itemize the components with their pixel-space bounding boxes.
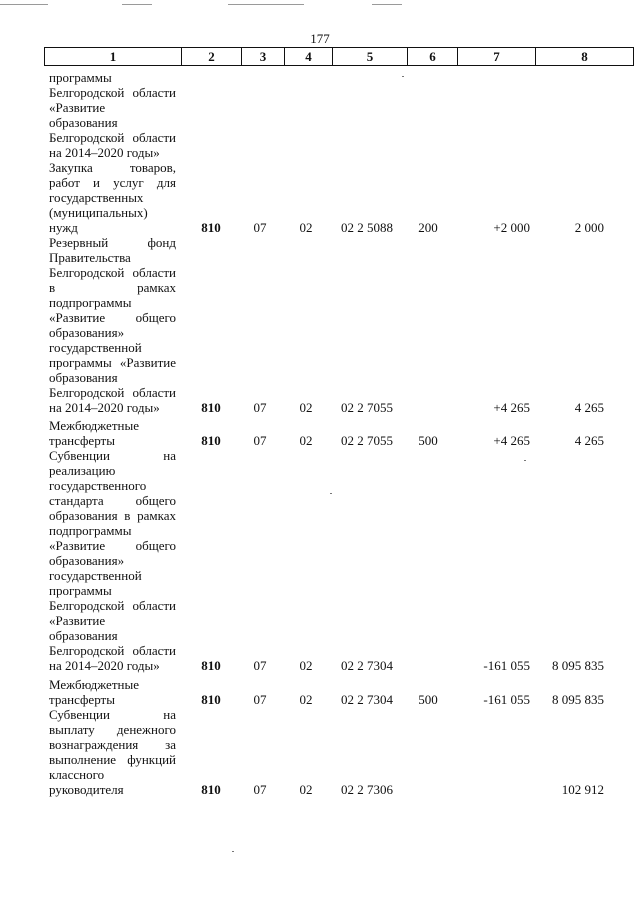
description-line: образования	[49, 115, 118, 130]
description-line: Белгородской области	[49, 385, 176, 400]
description-line: выполнение функций	[49, 752, 176, 767]
description-line: государственной	[49, 340, 142, 355]
scan-rule	[122, 4, 152, 5]
cell-col-7: +4 265	[493, 400, 530, 415]
description-line: программы	[49, 583, 112, 598]
cell-col-2: 810	[201, 400, 221, 415]
header-col-8: 8	[536, 48, 634, 66]
description-line: стандарта общего	[49, 493, 176, 508]
cell-col-8: 8 095 835	[552, 658, 604, 673]
description-line: Межбюджетные	[49, 677, 139, 692]
cell-col-4: 02	[299, 400, 313, 415]
description-line: трансферты	[49, 692, 115, 707]
description-line: трансферты	[49, 433, 115, 448]
scan-rule	[372, 4, 402, 5]
cell-col-3: 07	[253, 433, 267, 448]
cell-col-4: 02	[299, 433, 313, 448]
description-line: Субвенции на	[49, 448, 176, 463]
cell-col-3: 07	[253, 400, 267, 415]
description-line: Белгородской области	[49, 598, 176, 613]
description-line: Межбюджетные	[49, 418, 139, 433]
cell-col-2: 810	[201, 658, 221, 673]
cell-col-8: 102 912	[561, 782, 604, 797]
cell-col-5: 02 2 5088	[341, 220, 393, 235]
description-line: государственной	[49, 568, 142, 583]
description-line: подпрограммы	[49, 523, 132, 538]
description-line: руководителя	[49, 782, 124, 797]
description-line: «Развитие	[49, 100, 106, 115]
description-line: (муниципальных)	[49, 205, 148, 220]
cell-col-8: 2 000	[574, 220, 604, 235]
description-line: Закупка товаров,	[49, 160, 176, 175]
scan-rule	[228, 4, 304, 5]
cell-col-5: 02 2 7304	[341, 658, 393, 673]
description-line: «Развитие общего	[49, 538, 176, 553]
description-line: «Развитие общего	[49, 310, 176, 325]
description-line: Резервный фонд	[49, 235, 176, 250]
description-line: нужд	[49, 220, 78, 235]
cell-col-4: 02	[299, 782, 313, 797]
description-line: образования»	[49, 553, 125, 568]
row-description	[49, 235, 176, 415]
cell-col-7: -161 055	[483, 658, 530, 673]
cell-col-2: 810	[201, 782, 221, 797]
row-description	[49, 707, 176, 797]
cell-col-2: 810	[201, 433, 221, 448]
header-col-1: 1	[45, 48, 182, 66]
description-line: государственного	[49, 478, 147, 493]
header-col-3: 3	[242, 48, 285, 66]
header-col-6: 6	[408, 48, 458, 66]
row-description	[49, 418, 176, 448]
scan-speck	[402, 76, 404, 77]
description-line: образования в рамках	[49, 508, 176, 523]
description-line: «Развитие	[49, 613, 106, 628]
description-line: Белгородской области	[49, 130, 176, 145]
cell-col-6: 200	[418, 220, 438, 235]
cell-col-2: 810	[201, 220, 221, 235]
description-line: вознаграждения за	[49, 737, 176, 752]
row-description	[49, 677, 176, 707]
description-line: образования»	[49, 325, 125, 340]
header-col-2: 2	[182, 48, 242, 66]
description-line: на 2014–2020 годы»	[49, 658, 160, 673]
scan-speck	[232, 851, 234, 852]
cell-col-8: 4 265	[574, 433, 604, 448]
description-line: выплату денежного	[49, 722, 176, 737]
cell-col-8: 4 265	[574, 400, 604, 415]
cell-col-6: 500	[418, 692, 438, 707]
cell-col-7: +2 000	[493, 220, 530, 235]
cell-col-5: 02 2 7304	[341, 692, 393, 707]
description-line: Белгородской области	[49, 643, 176, 658]
cell-col-3: 07	[253, 692, 267, 707]
cell-col-5: 02 2 7055	[341, 400, 393, 415]
description-line: на 2014–2020 годы»	[49, 145, 160, 160]
cell-col-3: 07	[253, 782, 267, 797]
description-line: подпрограммы	[49, 295, 132, 310]
description-line: в рамках	[49, 280, 176, 295]
header-col-5: 5	[333, 48, 408, 66]
scan-speck	[330, 493, 332, 494]
description-line: на 2014–2020 годы»	[49, 400, 160, 415]
cell-col-4: 02	[299, 658, 313, 673]
scan-speck	[524, 460, 526, 461]
description-line: образования	[49, 628, 118, 643]
header-col-7: 7	[458, 48, 536, 66]
cell-col-7: -161 055	[483, 692, 530, 707]
description-line: Субвенции на	[49, 707, 176, 722]
cell-col-2: 810	[201, 692, 221, 707]
row-description	[49, 160, 176, 235]
cell-col-4: 02	[299, 220, 313, 235]
description-line: программы «Развитие	[49, 355, 176, 370]
column-header-table	[44, 47, 634, 66]
cell-col-6: 500	[418, 433, 438, 448]
description-line: работ и услуг для	[49, 175, 176, 190]
row-description	[49, 448, 176, 673]
cell-col-3: 07	[253, 220, 267, 235]
page-number: 177	[310, 31, 330, 46]
header-row	[45, 48, 634, 66]
description-line: Правительства	[49, 250, 131, 265]
description-line: Белгородской области	[49, 265, 176, 280]
description-line: программы	[49, 70, 112, 85]
header-col-4: 4	[285, 48, 333, 66]
description-line: классного	[49, 767, 105, 782]
cell-col-3: 07	[253, 658, 267, 673]
cell-col-8: 8 095 835	[552, 692, 604, 707]
cell-col-7: +4 265	[493, 433, 530, 448]
cell-col-5: 02 2 7055	[341, 433, 393, 448]
cell-col-4: 02	[299, 692, 313, 707]
row-description	[49, 70, 176, 160]
description-line: государственных	[49, 190, 144, 205]
description-line: Белгородской области	[49, 85, 176, 100]
cell-col-5: 02 2 7306	[341, 782, 393, 797]
description-line: образования	[49, 370, 118, 385]
description-line: реализацию	[49, 463, 116, 478]
scan-rule	[0, 4, 48, 5]
